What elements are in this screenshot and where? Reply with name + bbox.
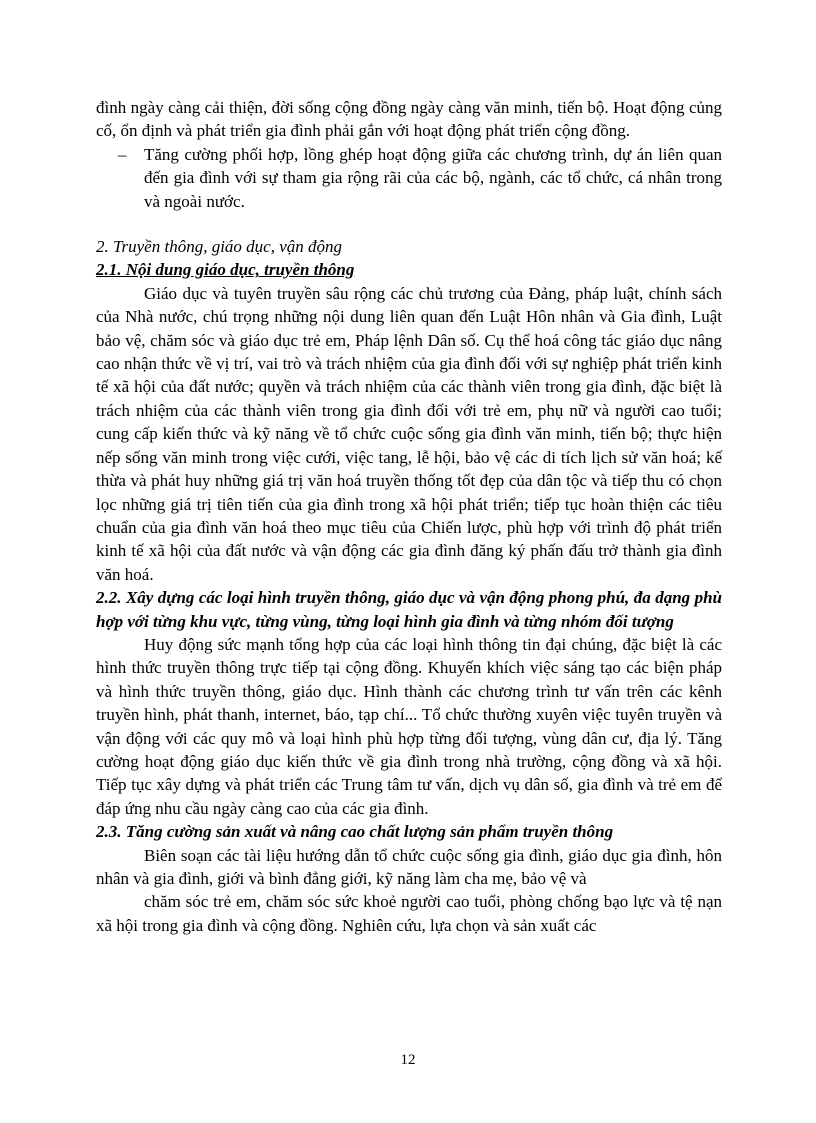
subsection-heading-2-3: 2.3. Tăng cường sản xuất và nâng cao chất lượng sản phẩm truyền thông <box>96 822 614 842</box>
subsection-heading-2-1-text: 2.1. Nội dung giáo dục, truyền thông <box>96 260 355 280</box>
paragraph-intro: đình ngày càng cải thiện, đời sống cộng đồng ngày càng văn minh, tiến bộ. Hoạt động củng cố, ổn định và phát triển gia đình phải gắn với hoạt động phát triển cộng đồng. <box>96 98 722 141</box>
bullet-item <box>96 143 722 213</box>
subsection-heading-2-1 <box>96 258 722 281</box>
document-page <box>96 96 722 937</box>
paragraph-2-3a: Biên soạn các tài liệu hướng dẫn tổ chức cuộc sống gia đình, giáo dục gia đình, hôn nhân và gia đình, giới và bình đẳng giới, kỹ năng làm cha mẹ, bảo vệ và <box>96 845 722 888</box>
paragraph-2-2: Huy động sức mạnh tổng hợp của các loại hình thông tin đại chúng, đặc biệt là các hình thức truyền thông trực tiếp tại cộng đồng. Khuyến khích việc sáng tạo các biện pháp và hình thức truyền thông, giáo dục. Hình thành các chương trình tư vấn trên các kênh truyền hình, phát thanh, internet, báo, tạp chí... Tổ chức thường xuyên việc tuyên truyền và vận động với các quy mô và loại hình phù hợp từng đối tượng, vùng dân cư, địa lý. Tăng cường hoạt động giáo dục kiến thức về gia đình trong nhà trường, cộng đồng và xã hội. Tiếp tục xây dựng và phát triển các Trung tâm tư vấn, dịch vụ dân số, gia đình và trẻ em để đáp ứng nhu cầu ngày càng cao của các gia đình. <box>96 634 722 818</box>
section-heading-2: 2. Truyền thông, giáo dục, vận động <box>96 237 343 257</box>
dash-bullet-icon: – <box>118 144 127 164</box>
page-number: 12 <box>400 1052 416 1068</box>
paragraph-2-3b: chăm sóc trẻ em, chăm sóc sức khoẻ người cao tuổi, phòng chống bạo lực và tệ nạn xã hội trong gia đình và cộng đồng. Nghiên cứu, lựa chọn và sản xuất các <box>96 892 722 935</box>
paragraph-2-1: Giáo dục và tuyên truyền sâu rộng các chủ trương của Đảng, pháp luật, chính sách của Nhà nước, chú trọng những nội dung liên quan đến Luật Hôn nhân và Gia đình, Luật bảo vệ, chăm sóc và giáo dục trẻ em, Pháp lệnh Dân số. Cụ thể hoá công tác giáo dục nâng cao nhận thức về vị trí, vai trò và trách nhiệm của gia đình đối với sự nghiệp phát triển kinh tế xã hội của đất nước; quyền và trách nhiệm của các thành viên trong gia đình, đặc biệt là trách nhiệm của các thành viên trong gia đình đối với trẻ em, phụ nữ và người cao tuổi; cung cấp kiến thức và kỹ năng về tổ chức cuộc sống gia đình văn minh, tiến bộ; thực hiện nếp sống văn minh trong việc cưới, việc tang, lễ hội, bảo vệ các di tích lịch sử văn hoá; kế thừa và phát huy những giá trị văn hoá truyền thống tốt đẹp của dân tộc và tiếp thu có chọn lọc những giá trị tiên tiến của gia đình trong xã hội phát triển; tiếp tục hoàn thiện các tiêu chuẩn của gia đình văn hoá theo mục tiêu của Chiến lược, phù hợp với trình độ phát triển kinh tế xã hội của đất nước và vận động các gia đình đăng ký phấn đấu trở thành gia đình văn hoá. <box>96 283 722 584</box>
subsection-heading-2-2: 2.2. Xây dựng các loại hình truyền thông, giáo dục và vận động phong phú, đa dạng phù hợp với từng khu vực, từng vùng, từng loại hình gia đình và từng nhóm đối tượng <box>96 588 722 631</box>
bullet-list <box>96 143 722 213</box>
bullet-text: Tăng cường phối hợp, lồng ghép hoạt động giữa các chương trình, dự án liên quan đến gia đình với sự tham gia rộng rãi của các bộ, ngành, các tổ chức, cá nhân trong và ngoài nước. <box>144 144 722 211</box>
